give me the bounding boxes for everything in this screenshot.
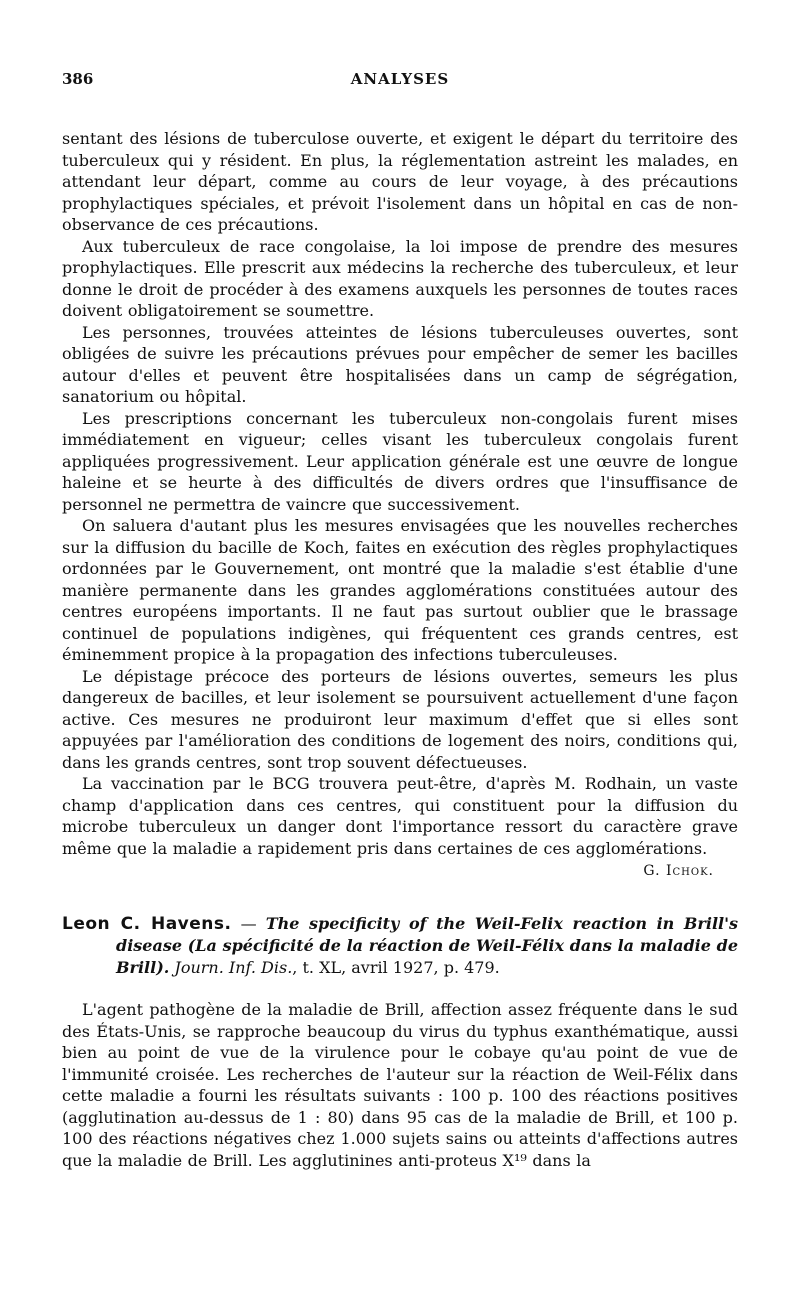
paragraph: Les prescriptions concernant les tuberculeux non-congolais furent mises immédiatement en vigueur; celles visant les tuberculeux congolais furent appliquées progressivement. Leur application générale est une œuvre de longue haleine et se heurte à des difficultés de divers ordres que l'insuffisance de personnel ne permettra de vaincre que successivement.	[62, 408, 738, 514]
article-reference	[62, 913, 738, 979]
journal-page	[62, 70, 738, 1171]
paragraph: Aux tuberculeux de race congolaise, la loi impose de prendre des mesures prophylactiques. Elle prescrit aux médecins la recherche des tuberculeux, et leur donne le droit de procéder à des examens auxquels les personnes de toutes races doivent obligatoirement se soumettre.	[62, 236, 738, 320]
section-title: ANALYSES	[350, 70, 450, 88]
paragraph: L'agent pathogène de la maladie de Brill, affection assez fréquente dans le sud des États-Unis, se rapproche beaucoup du virus du typhus exanthématique, aussi bien au point de vue de la virulence pour le cobaye qu'au point de vue de l'immunité croisée. Les recherches de l'auteur sur la réaction de Weil-Félix dans cette maladie a fourni les résultats suivants : 100 p. 100 des réactions positives (agglutination au-dessus de 1 : 80) dans 95 cas de la maladie de Brill, et 100 p. 100 des réactions négatives chez 1.000 sujets sains ou atteints d'affections autres que la maladie de Brill. Les agglutinines anti-proteus X¹⁹ dans la	[62, 1000, 738, 1170]
analysis-body	[62, 999, 738, 1171]
paragraph: Le dépistage précoce des porteurs de lésions ouvertes, semeurs les plus dangereux de bacilles, et leur isolement se poursuivent actuellement d'une façon active. Ces mesures ne produiront leur maximum d'effet que si elles sont appuyées par l'amélioration des conditions de logement des noirs, conditions qui, dans les grands centres, sont trop souvent défectueuses.	[62, 666, 738, 772]
paragraph: On saluera d'autant plus les mesures envisagées que les nouvelles recherches sur la diffusion du bacille de Koch, faites en exécution des règles prophylactiques ordonnées par le Gouvernement, ont montré que la maladie s'est établie d'une manière permanente dans les grandes agglomérations constituées autour des centres européens importants. Il ne faut pas surtout oublier que le brassage continuel de populations indigènes, qui fréquentent ces grands centres, est éminemment propice à la propagation des infections tuberculeuses.	[62, 516, 738, 664]
reference-journal: Journ. Inf. Dis.	[174, 958, 293, 977]
reference-title: The specificity of the Weil-Felix reaction in Brill's disease (La spécificité de la réaction de Weil-Félix dans la maladie de Brill).	[116, 914, 739, 977]
paragraph: La vaccination par le BCG trouvera peut-être, d'après M. Rodhain, un vaste champ d'application dans ces centres, qui constituent pour la diffusion du microbe tuberculeux un danger dont l'importance ressort du caractère grave même que la maladie a rapidement pris dans certaines de ces agglomérations.	[62, 774, 738, 858]
previous-analysis-continuation	[62, 128, 738, 879]
author-signature: G. Ichok.	[643, 863, 714, 879]
reference-details: , t. XL, avril 1927, p. 479.	[292, 958, 500, 977]
paragraph: Les personnes, trouvées atteintes de lésions tuberculeuses ouvertes, sont obligées de suivre les précautions prévues pour empêcher de semer les bacilles autour d'elles et peuvent être hospitalisées dans un camp de ségrégation, sanatorium ou hôpital.	[62, 322, 738, 406]
page-number: 386	[62, 70, 94, 88]
running-head	[62, 70, 738, 98]
reference-author: Leon C. Havens.	[62, 914, 232, 934]
paragraph: sentant des lésions de tuberculose ouverte, et exigent le départ du territoire des tuberculeux qui y résident. En plus, la réglementation astreint les malades, en attendant leur départ, comme au cours de leur voyage, à des précautions prophylactiques spéciales, et prévoit l'isolement dans un hôpital en cas de non-observance de ces précautions.	[62, 129, 738, 234]
reference-dash: —	[231, 914, 266, 933]
